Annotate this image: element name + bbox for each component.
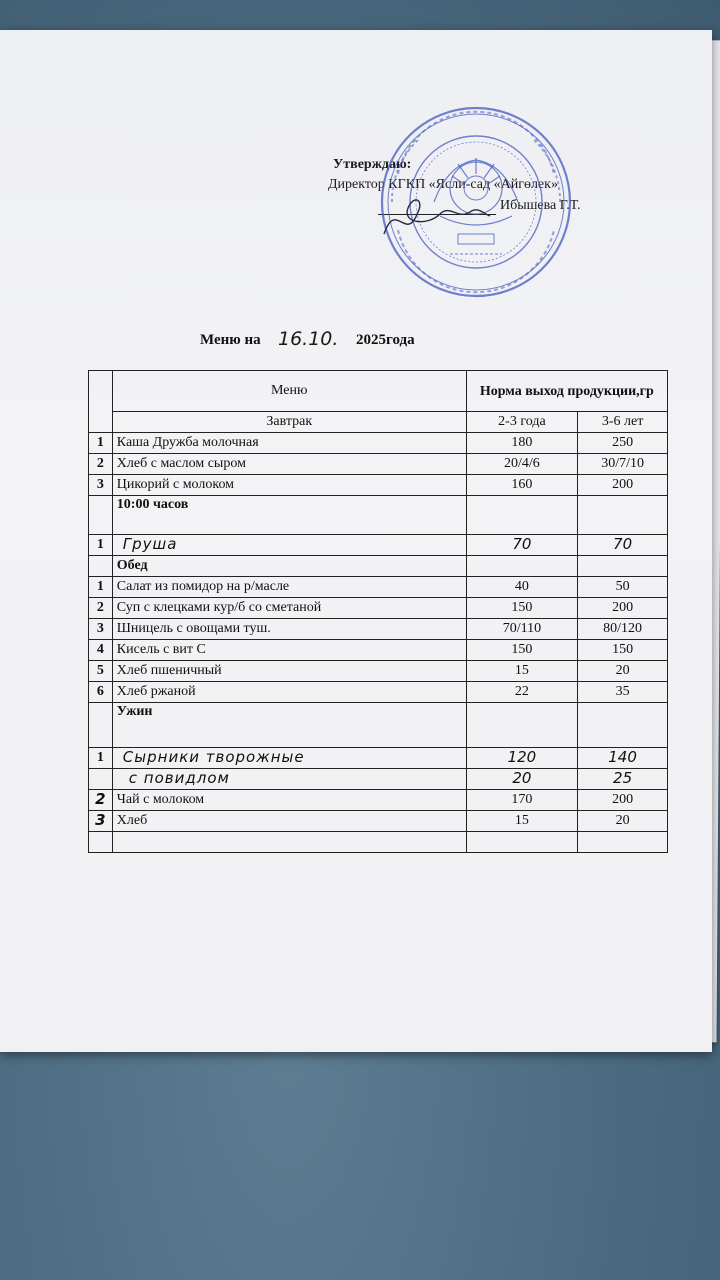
approval-line-3: Ибышева Г.Т.	[500, 198, 581, 213]
section-breakfast: Завтрак	[112, 412, 466, 433]
table-header-row	[89, 371, 668, 412]
table-row: 2 Суп с клецками кур/б со сметаной 150 200	[89, 598, 668, 619]
approval-line-2: Директор КГКП «Ясли-сад «Айгөлек»	[328, 177, 558, 192]
section-snack: 10:00 часов	[112, 496, 466, 535]
table-row: 6 Хлеб ржаной 22 35	[89, 682, 668, 703]
table-row: 2 Чай с молоком 170 200	[89, 790, 668, 811]
header-age-2: 3-6 лет	[578, 412, 668, 433]
table-row: с повидлом 20 25	[89, 769, 668, 790]
section-row-lunch	[89, 556, 668, 577]
header-menu: Меню	[112, 371, 466, 412]
handwritten-item: с повидлом	[128, 769, 230, 787]
handwritten-item: Груша	[122, 535, 178, 553]
table-row: 4 Кисель с вит С 150 150	[89, 640, 668, 661]
header-age-1: 2-3 года	[466, 412, 577, 433]
handwritten-item: Сырники творожные	[122, 748, 305, 766]
table-row: 1 Каша Дружба молочная 180 250	[89, 433, 668, 454]
table-row: 1 Груша 70 70	[89, 535, 668, 556]
menu-table	[88, 370, 668, 853]
official-stamp	[378, 104, 574, 300]
table-row: 3 Хлеб 15 20	[89, 811, 668, 832]
table-row-empty	[89, 832, 668, 853]
table-row: 3 Цикорий с молоком 160 200	[89, 475, 668, 496]
header-norm: Норма выход продукции,гр	[466, 371, 667, 412]
page-title-year: 2025года	[356, 332, 415, 348]
table-row: 2 Хлеб с маслом сыром 20/4/6 30/7/10	[89, 454, 668, 475]
table-row: 1 Сырники творожные 120 140	[89, 748, 668, 769]
section-dinner: Ужин	[112, 703, 466, 748]
section-row-dinner	[89, 703, 668, 748]
section-lunch: Обед	[112, 556, 466, 577]
table-row: 3 Шницель с овощами туш. 70/110 80/120	[89, 619, 668, 640]
approval-line-1: Утверждаю:	[333, 157, 412, 172]
menu-document	[0, 30, 712, 1052]
table-subheader-row	[89, 412, 668, 433]
date-handwritten: 16.10.	[278, 328, 339, 350]
page-title: Меню на	[200, 332, 261, 348]
table-row: 1 Салат из помидор на р/масле 40 50	[89, 577, 668, 598]
section-row-snack	[89, 496, 668, 535]
table-row: 5 Хлеб пшеничный 15 20	[89, 661, 668, 682]
